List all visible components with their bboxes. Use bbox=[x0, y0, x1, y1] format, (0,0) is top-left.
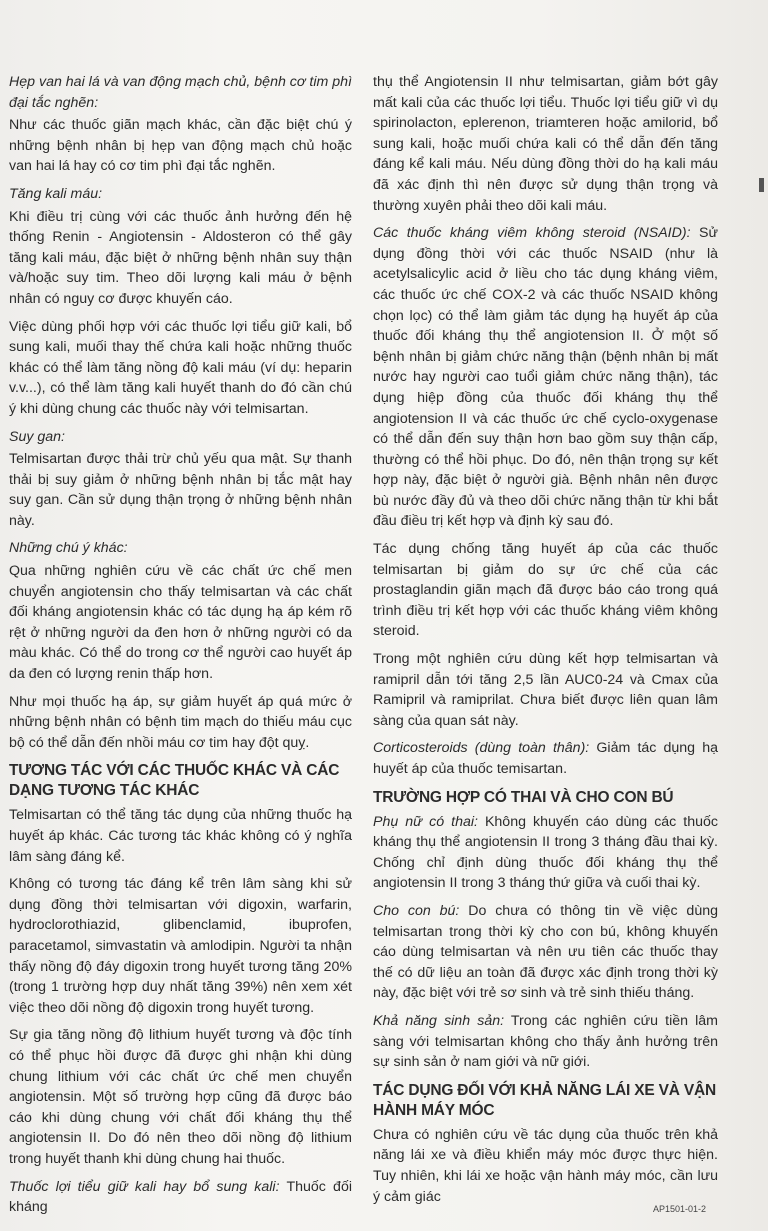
subheading-potassium-diuretics: Thuốc lợi tiểu giữ kali hay bổ sung kali: bbox=[9, 1178, 280, 1195]
section-title-driving: TÁC DỤNG ĐỐI VỚI KHẢ NĂNG LÁI XE VÀ VẬN HÀNH MÁY MÓC bbox=[373, 1081, 716, 1119]
paragraph-interactions-1: Telmisartan có thể tăng tác dụng của những thuốc hạ huyết áp khác. Các tương tác khác không có ý nghĩa lâm sàng đáng kể. bbox=[9, 807, 352, 865]
paragraph-prostaglandin: Tác dụng chống tăng huyết áp của các thuốc telmisartan bị giảm do sự ức chế của các prostaglandin giãn mạch đã được báo cáo trong quá trình điều trị kết hợp với các thuốc kháng viêm không steroid. bbox=[373, 541, 718, 640]
paragraph-breastfeeding bbox=[373, 901, 718, 1004]
text-breastfeeding: Do chưa có thông tin về việc dùng telmisartan trong thời kỳ cho con bú, không khuyến cáo dùng telmisartan và nên ưu tiên các thuốc thay thế có dữ liệu an toàn đã được xác định trong thời kỳ này, đặc biệt với trẻ sơ sinh và trẻ sinh thiếu tháng. bbox=[373, 902, 718, 1002]
subheading-breastfeeding: Cho con bú: bbox=[373, 902, 460, 919]
paragraph-pregnancy bbox=[373, 812, 718, 894]
paragraph-hyperkalemia: Khi điều trị cùng với các thuốc ảnh hưởng đến hệ thống Renin - Angiotensin - Aldosteron có thể gây tăng kali máu, đặc biệt ở những bệnh nhân suy thận và/hoặc suy tim. Theo dõi lượng kali máu ở bệnh nhân có nguy cơ được khuyến cáo. bbox=[9, 208, 352, 307]
paragraph-other-notes: Qua những nghiên cứu về các chất ức chế men chuyển angiotensin cho thấy telmisartan và các chất đối kháng angiotensin khác có tác dụng hạ áp kém rõ rệt ở những người da đen hơn ở những người có da màu khác. Có thể do trong cơ thể người cao huyết áp da đen có lượng renin thấp hơn. bbox=[9, 563, 352, 683]
paragraph-valve-stenosis: Như các thuốc giãn mạch khác, cần đặc biệt chú ý những bệnh nhân bị hẹp van động mạch chủ hoặc van hai lá hay có cơ tim phì đại tắc nghẽn. bbox=[9, 117, 352, 175]
heading-hyperkalemia: Tăng kali máu: bbox=[9, 185, 103, 202]
paragraph-fertility bbox=[373, 1011, 718, 1073]
subheading-nsaid: Các thuốc kháng viêm không steroid (NSAID): bbox=[373, 225, 691, 242]
right-column bbox=[373, 72, 718, 1214]
text-corticosteroids: Giảm tác dụng hạ huyết áp của thuốc temisartan. bbox=[373, 740, 719, 777]
heading-other-notes: Những chú ý khác: bbox=[9, 540, 128, 557]
paragraph-driving: Chưa có nghiên cứu về tác dụng của thuốc trên khả năng lái xe và điều khiển máy móc được thực hiện. Tuy nhiên, khi lái xe hoặc vận hành máy móc, cần lưu ý cảm giác bbox=[373, 1126, 718, 1205]
text-pregnancy: Không khuyến cáo dùng các thuốc kháng thụ thể angiotensin II trong 3 tháng đầu thai kỳ. Chống chỉ định dùng thuốc đối kháng thụ thể angiotensin II trong 3 tháng thứ giữa và cuối thai kỳ. bbox=[373, 813, 718, 892]
subheading-corticosteroids: Corticosteroids (dùng toàn thân): bbox=[373, 740, 590, 757]
paragraph-potassium-diuretics bbox=[9, 1177, 352, 1218]
text-nsaid: Sử dụng đồng thời với các thuốc NSAID (như là acetylsalicylic acid ở liều cho tác dụng kháng viêm, các thuốc ức chế COX-2 và các thuốc NSAID không chọn lọc) có thể làm giảm tác dụng hạ huyết áp của thuốc đối kháng thụ thể angiotension II. Ở một số bệnh nhân bị giảm chức năng thận (bệnh nhân bị mất nước hay người cao tuổi giảm chức năng thận), tác dụng hiệp đồng của thuốc đối kháng thụ thể angiotension II và các thuốc ức chế cyclo-oxygenase có thể dẫn đến suy thận hơn bao gồm suy thận cấp, thường có thể hồi phục. Do đó, nên thận trọng sự kết hợp này, đặc biệt ở người già. Bệnh nhân nên được bù nước đầy đủ và theo dõi chức năng thận từ khi bắt đầu điều trị kết hợp và định kỳ sau đó. bbox=[373, 225, 719, 530]
section-title-interactions: TƯƠNG TÁC VỚI CÁC THUỐC KHÁC VÀ CÁC DẠNG TƯƠNG TÁC KHÁC bbox=[9, 762, 340, 800]
paragraph-hypotension-risk: Như mọi thuốc hạ áp, sự giảm huyết áp quá mức ở những bệnh nhân có bệnh tim mạch do thiếu máu cục bộ có thể dẫn đến nhồi máu cơ tim hay đột quỵ. bbox=[9, 693, 352, 751]
text-potassium-diuretics: Thuốc đối kháng bbox=[9, 1178, 352, 1216]
subheading-fertility: Khả năng sinh sản: bbox=[373, 1012, 505, 1029]
heading-liver-failure: Suy gan: bbox=[9, 428, 66, 445]
paragraph-potassium-combination: Việc dùng phối hợp với các thuốc lợi tiểu giữ kali, bổ sung kali, muối thay thế chứa kali hoặc những thuốc khác có thể làm tăng nồng độ kali máu (ví dụ: heparin v.v...), có thể làm tăng kali huyết thanh do đó cần chú ý khi dùng chung các thuốc này với telmisartan. bbox=[9, 318, 352, 417]
edge-mark bbox=[759, 178, 764, 192]
paragraph-interactions-2: Không có tương tác đáng kể trên lâm sàng khi sử dụng đồng thời telmisartan với digoxin, warfarin, hydroclorothiazid, glibenclamid, ibuprofen, paracetamol, simvastatin và amlodipin. Người ta nhận thấy nồng độ đáy digoxin trong huyết tương tăng 20% (trong 1 trường hợp duy nhất tăng 39%) nên xem xét việc theo dõi nồng độ digoxin trong huyết tương. bbox=[9, 876, 352, 1016]
paragraph-nsaid bbox=[373, 223, 718, 532]
subheading-pregnancy: Phụ nữ có thai: bbox=[373, 813, 478, 830]
paragraph-liver-failure: Telmisartan được thải trừ chủ yếu qua mật. Sự thanh thải bị suy giảm ở những bệnh nhân bị tắc mật hay suy gan. Cần sử dụng thận trọng ở những bệnh nhân này. bbox=[9, 451, 352, 529]
left-column bbox=[9, 72, 352, 1225]
section-title-pregnancy: TRƯỜNG HỢP CÓ THAI VÀ CHO CON BÚ bbox=[373, 788, 674, 806]
paragraph-corticosteroids bbox=[373, 738, 718, 779]
paragraph-diuretics-continued: thụ thể Angiotensin II như telmisartan, giảm bớt gây mất kali của các thuốc lợi tiểu. Thuốc lợi tiểu giữ vì dụ spirinolacton, eplerenon, triamteren hoặc amilorid, bổ sung kali, hoặc muối chứa kali có thể dẫn đến tăng đáng kể kali máu. Nếu dùng đồng thời do hạ kali máu đã xác định thì nên được sử dụng thận trọng và thường xuyên phải theo dõi kali máu. bbox=[373, 74, 718, 214]
text-fertility: Trong các nghiên cứu tiền lâm sàng với telmisartan không cho thấy ảnh hưởng trên sự sinh sản ở nam giới và nữ giới. bbox=[373, 1012, 718, 1071]
paragraph-ramipril: Trong một nghiên cứu dùng kết hợp telmisartan và ramipril dẫn tới tăng 2,5 lần AUC0-24 và Cmax của Ramipril và ramiprilat. Chưa biết được liên quan lâm sàng của quan sát này. bbox=[373, 651, 718, 729]
document-code: AP1501-01-2 bbox=[652, 1204, 706, 1214]
paragraph-interactions-lithium: Sự gia tăng nồng độ lithium huyết tương và độc tính có thể phục hồi được đã được ghi nhận khi dùng chung lithium với các chất ức chế men chuyển angiotensin. Một số trường hợp cũng đã được báo cáo khi dùng chung với chất đối kháng thụ thể angiotensin II. Do đó nên theo dõi nồng độ lithium trong huyết thanh khi dùng chung hai thuốc. bbox=[9, 1027, 352, 1167]
heading-valve-stenosis: Hẹp van hai lá và van động mạch chủ, bệnh cơ tim phì đại tắc nghẽn: bbox=[9, 74, 352, 111]
